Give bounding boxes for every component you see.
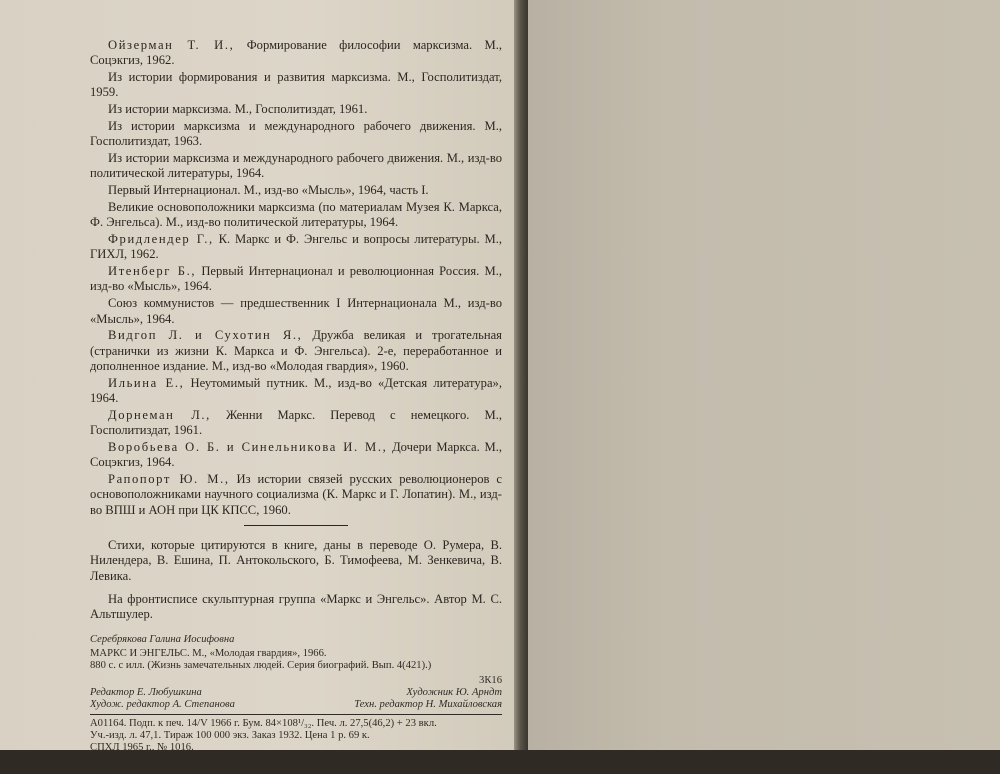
bibliography-entry [90, 472, 502, 518]
credits-row [90, 687, 502, 699]
entry-text: Формирование философии марксизма. М., Соцэкгиз, 1962. [90, 38, 502, 68]
imprint-title-line: МАРКС И ЭНГЕЛЬС. М., «Молодая гвардия», 1966. [90, 647, 327, 659]
entry-author: Фридлендер Г., [108, 232, 214, 247]
right-page [528, 0, 1000, 750]
bibliography-entry [90, 70, 502, 101]
entry-text: Женни Маркс. Перевод с немецкого. М., Госполитиздат, 1961. [90, 407, 502, 438]
credits-row [90, 699, 502, 711]
entry-text: К. Маркс и Ф. Энгельс и вопросы литературы. М., ГИХЛ, 1962. [90, 232, 502, 262]
bibliography-list [90, 38, 502, 518]
art-editor-credit: Худож. редактор А. Степанова [90, 699, 235, 711]
entry-author: Рапопорт Ю. М., [108, 472, 230, 487]
bibliography-entry [90, 151, 502, 182]
entry-author: Воробьева О. Б. и Синельникова И. М., [108, 439, 388, 454]
artist-credit: Художник Ю. Арндт [406, 687, 502, 699]
bibliography-entry [90, 408, 502, 439]
frontispiece-note: На фронтисписе скульптурная группа «Маркс и Энгельс». Автор М. С. Альтшулер. [90, 591, 502, 622]
entry-author: Итенберг Б., [108, 264, 197, 279]
imprint-description: 880 с. с илл. (Жизнь замечательных людей. Серия биографий. Вып. 4(421).) [90, 659, 432, 671]
bibliography-entry [90, 183, 502, 198]
entry-author: Ильина Е., [108, 375, 185, 390]
entry-text: Первый Интернационал и революционная Россия. М., изд-во «Мысль», 1964. [90, 264, 502, 294]
entry-text: Из истории связей русских революционеров с основоположниками научного социализма (К. Маркс и Г. Лопатин). М., изд-во ВПШ и АОН при ЦК КПСС, 1960. [90, 472, 502, 517]
imprint-title-block [90, 648, 502, 672]
translators-note: Стихи, которые цитируются в книге, даны в переводе О. Румера, В. Нилендера, В. Ешина, П. Антокольского, Б. Тимофеева, М. Зенкевича, В. Левика. [90, 537, 502, 583]
entry-text: Дружба великая и трогательная (странички из жизни К. Маркса и Ф. Энгельса). 2-е, переработанное и дополненное издание. М., изд-во «Молодая гвардия», 1960. [90, 328, 502, 373]
bibliography-entry [90, 328, 502, 374]
imprint-block [90, 634, 502, 774]
bibliography-entry [90, 232, 502, 263]
section-divider [244, 525, 348, 526]
print-line: СПХЛ 1965 г., № 1016. [90, 742, 194, 754]
imprint-code: 3К16 [479, 675, 502, 686]
imprint-rule [90, 758, 502, 759]
imprint-author: Серебрякова Галина Иосифовна [90, 634, 235, 646]
entry-text: Неутомимый путник. М., изд-во «Детская литература», 1964. [90, 375, 502, 406]
imprint-rule [90, 714, 502, 715]
bibliography-entry [90, 440, 502, 471]
entry-text: Союз коммунистов — предшественник I Интернационала М., изд-во «Мысль», 1964. [90, 296, 502, 326]
entry-text: Великие основоположники марксизма (по материалам Музея К. Маркса, Ф. Энгельса). М., изд-во политической литературы, 1964. [90, 199, 502, 230]
print-data [90, 718, 502, 755]
bibliography-entry [90, 102, 502, 117]
bibliography-entry [90, 38, 502, 69]
entry-author: Ойзерман Т. И., [108, 38, 235, 52]
bibliography-entry [90, 119, 502, 150]
entry-text: Из истории формирования и развития марксизма. М., Госполитиздат, 1959. [90, 70, 502, 100]
entry-text: Из истории марксизма. М., Госполитиздат, 1961. [108, 102, 368, 117]
entry-text: Первый Интернационал. М., изд-во «Мысль», 1964, часть I. [108, 183, 429, 198]
entry-text: Из истории марксизма и международного рабочего движения. М., изд-во политической литературы, 1964. [90, 151, 502, 181]
bibliography-entry [90, 200, 502, 231]
tech-editor-credit: Техн. редактор Н. Михайловская [354, 699, 502, 711]
entry-author: Видгоп Л. и Сухотин Я., [108, 328, 303, 343]
print-line: А01164. Подп. к печ. 14/V 1966 г. Бум. 84×108¹/₃₂. Печ. л. 27,5(46,2) + 23 вкл. [90, 717, 437, 729]
typography-line: Типография «Красное знамя» изд-ва «Молодая гвардия». Москва, А-30, Сущевская, 21. [90, 762, 485, 774]
bibliography-entry [90, 376, 502, 407]
entry-author: Дорнеман Л., [108, 407, 211, 422]
print-line: Уч.-изд. л. 47,1. Тираж 100 000 экз. Заказ 1932. Цена 1 р. 69 к. [90, 729, 370, 741]
page-content [90, 38, 502, 774]
bibliography-entry [90, 296, 502, 327]
entry-text: Из истории марксизма и международного рабочего движения. М., Госполитиздат, 1963. [90, 118, 502, 149]
editor-credit: Редактор Е. Любушкина [90, 687, 202, 699]
book-spine [514, 0, 528, 750]
bibliography-entry [90, 264, 502, 295]
entry-text: Дочери Маркса. М., Соцэкгиз, 1964. [90, 439, 502, 470]
